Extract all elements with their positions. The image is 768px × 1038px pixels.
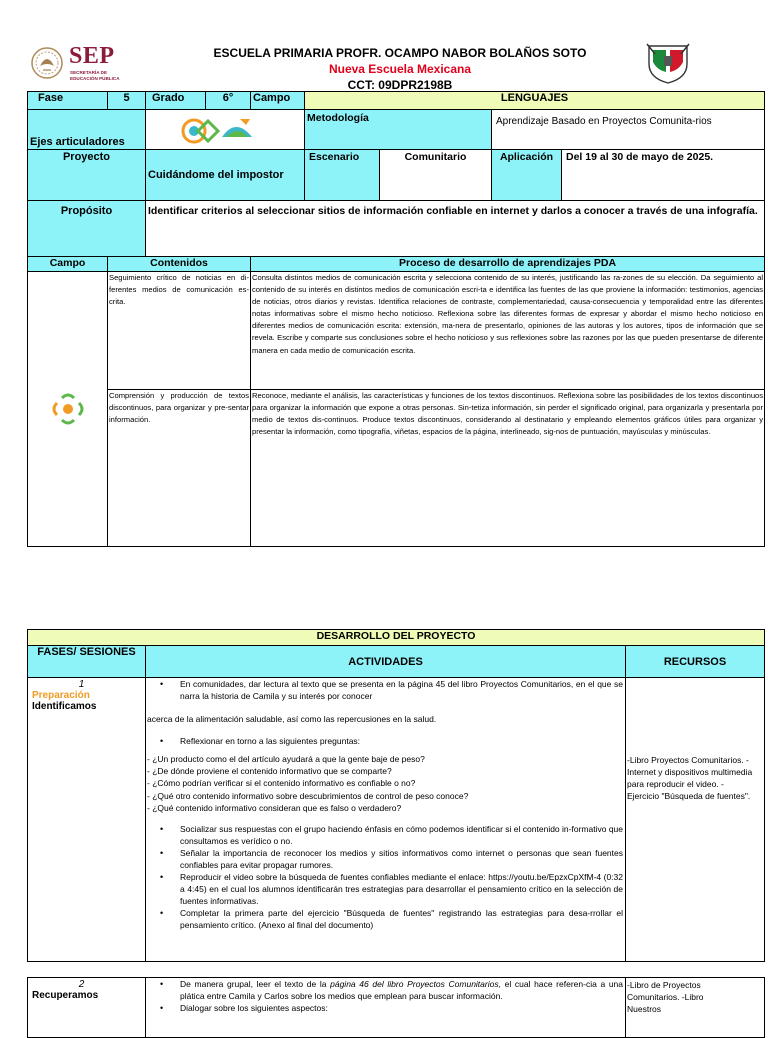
sep-wordmark: SEP bbox=[69, 43, 115, 69]
proyecto-label: Proyecto bbox=[28, 150, 146, 201]
s1-question-4: - ¿Qué otro contenido informativo sobre descubrimientos de control de peso conoce? bbox=[147, 790, 469, 801]
s1-question-5: - ¿Qué contenido informativo consideran que es falso o verdadero? bbox=[147, 802, 402, 813]
proyecto-value: Cuidándome del impostor bbox=[146, 150, 305, 201]
ejes-icons bbox=[146, 110, 305, 150]
pda-1: Consulta distintos medios de comunicación escrita y selecciona contenido de su interés, justificando las ra-zones de su elección. Da seguimiento al contenido de su interés en distintos medios de comunicación escri-ta e identifica las fuentes de las que proviene la información: testimonios, agencias de noticias, otros diarios y revistas. Identifica relaciones de contraste, complementariedad, causa-consecuencia y temporalidad entre las diferentes notas informativas sobre el mismo hecho noticioso. Reflexiona sobre las diferentes formas de expresar y abordar el mismo hecho noticioso en diferentes medios de comunicación escrita: extensión, ma-nera de presentarlo, opiniones de las autoras y los autores, tipos de información que se revela. Escribe y comparte sus conclusiones sobre el hecho noticioso y sus reflexiones sobre las razones por las que pueden presentarse de diferente manera en cada medio de comunicación escrita. bbox=[251, 272, 765, 390]
metodologia-value: Aprendizaje Basado en Proyectos Comunita-rios bbox=[492, 110, 765, 150]
desarrollo-table bbox=[27, 629, 765, 962]
escenario-value: Comunitario bbox=[380, 150, 492, 201]
col-actividades: ACTIVIDADES bbox=[146, 646, 626, 678]
proposito-label: Propósito bbox=[28, 201, 146, 257]
fase-value: 5 bbox=[108, 92, 146, 110]
session-2-cell bbox=[28, 978, 146, 1038]
s1-bullet-5: • Reproducir el video sobre la búsqueda de fuentes confiables mediante el enlace: https://youtu.be/EpzxCpXfM-4 (0:32 a 4:45) en el cual los alumnos identificarán tres estrategias para desarrollar el pensamiento crítico en la selección de fuentes informativas. bbox=[180, 871, 625, 907]
session-1-name: Identificamos bbox=[32, 701, 97, 712]
ejes-label: Ejes articuladores bbox=[28, 110, 146, 150]
col-contenidos: Contenidos bbox=[108, 257, 251, 272]
session-2-number: 2 bbox=[78, 979, 85, 990]
session-1-phase: Preparación bbox=[32, 690, 90, 701]
lenguajes-icon bbox=[48, 389, 88, 429]
escenario-label: Escenario bbox=[305, 150, 380, 201]
school-emblem bbox=[645, 42, 691, 84]
session-2-table bbox=[27, 977, 765, 1038]
session-2-name: Recuperamos bbox=[32, 990, 99, 1001]
session-1-number: 1 bbox=[78, 679, 85, 690]
contenido-2: Comprensión y producción de textos discontinuos, para organizar y pre-sentar información. bbox=[108, 390, 251, 547]
planning-table bbox=[27, 91, 765, 547]
col-campo: Campo bbox=[28, 257, 108, 272]
campo-value: LENGUAJES bbox=[305, 92, 765, 110]
campo-label: Campo bbox=[251, 92, 305, 110]
s2-bullet-2: • Dialogar sobre los siguientes aspectos: bbox=[180, 1002, 625, 1014]
aplicacion-value: Del 19 al 30 de mayo de 2025. bbox=[562, 150, 765, 201]
s1-question-1: - ¿Un producto como el del artículo ayudará a que la gente baje de peso? bbox=[147, 754, 425, 764]
shield-icon bbox=[645, 42, 691, 84]
s1-bullet-1: • En comunidades, dar lectura al texto que se presenta en la página 45 del libro Proyectos Comunitarios, en el que se narra la historia de Camila y su interés por conocer bbox=[180, 678, 625, 702]
session-1-cell bbox=[28, 678, 146, 962]
contenido-1: Seguimiento crítico de noticias en di-ferentes medios de comunicación es-crita. bbox=[108, 272, 251, 390]
s2-bullet-1: • De manera grupal, leer el texto de la página 46 del libro Proyectos Comunitarios, el cual hace referen-cia a una plática entre Camila y Carlos sobre los medios que emplean para buscar información. bbox=[180, 978, 625, 1002]
col-fases: FASES/ SESIONES bbox=[28, 646, 146, 678]
proposito-value: Identificar criterios al seleccionar sitios de información confiable en internet y darlos a conocer a través de una infografía. bbox=[146, 201, 765, 257]
session-1-recursos: -Libro Proyectos Comunitarios. -Internet y dispositivos multimedia para reproducir el video. -Ejercicio "Búsqueda de fuentes". bbox=[626, 678, 765, 962]
mexico-seal-icon bbox=[30, 44, 64, 82]
session-1-activities bbox=[146, 678, 626, 962]
s1-question-3: - ¿Cómo podrían verificar si el contenido informativo es confiable o no? bbox=[147, 778, 416, 789]
sep-logo bbox=[30, 44, 145, 84]
s1-question-2: - ¿De dónde proviene el contenido informativo que se comparte? bbox=[147, 766, 392, 777]
s1-bullet-6: • Completar la primera parte del ejercicio "Búsqueda de fuentes" registrando las estrategias para desa-rrollar el pensamiento crítico. (Anexo al final del documento) bbox=[180, 907, 625, 931]
metodologia-label: Metodología bbox=[305, 110, 492, 150]
school-name: ESCUELA PRIMARIA PROFR. OCAMPO NABOR BOLAÑOS SOTO bbox=[213, 46, 587, 60]
desarrollo-title: DESARROLLO DEL PROYECTO bbox=[28, 630, 765, 646]
session-2-activities bbox=[146, 978, 626, 1038]
pda-2: Reconoce, mediante el análisis, las características y funciones de los textos discontinuos. Reflexiona sobre las posibilidades de los textos discontinuos para organizar la información que expone a otras personas. Sin-tetiza información, sin perder el significado original, para organizarla y presentarla por medio de textos dis-continuos. Produce textos discontinuos, considerando al destinatario y empleando elementos gráficos útiles para organizar y presentar la información, como tipografía, viñetas, espacios de la página, interlineado, sig-nos de puntuación, mayúsculas y minúsculas. bbox=[251, 390, 765, 547]
grado-value: 6° bbox=[206, 92, 251, 110]
session-2-recursos: -Libro de Proyectos Comunitarios. -Libro Nuestros bbox=[626, 978, 765, 1038]
s1-bullet-3: • Socializar sus respuestas con el grupo haciendo énfasis en cómo podemos identificar si el contenido in-formativo que consultamos es verídico o no. bbox=[180, 823, 625, 847]
s1-continuation: acerca de la alimentación saludable, así como las repercusiones en la salud. bbox=[147, 714, 437, 724]
col-pda: Proceso de desarrollo de aprendizajes PDA bbox=[251, 257, 765, 272]
nem-subtitle: Nueva Escuela Mexicana bbox=[328, 62, 472, 76]
aplicacion-label: Aplicación bbox=[492, 150, 562, 201]
campo-lenguajes-cell bbox=[28, 272, 108, 547]
cct-code: CCT: 09DPR2198B bbox=[347, 78, 453, 92]
ejes-articuladores-icon bbox=[180, 115, 270, 145]
s1-bullet-4: • Señalar la importancia de reconocer los medios y sitios informativos como internet o personas que sean fuentes confiables para evitar propagar rumores. bbox=[180, 847, 625, 871]
s1-bullet-2: • Reflexionar en torno a las siguientes preguntas: bbox=[180, 735, 625, 747]
fase-label: Fase bbox=[28, 92, 108, 110]
grado-label: Grado bbox=[146, 92, 206, 110]
col-recursos: RECURSOS bbox=[626, 646, 765, 678]
sep-subtitle: SECRETARÍA DE EDUCACIÓN PÚBLICA bbox=[70, 70, 120, 81]
